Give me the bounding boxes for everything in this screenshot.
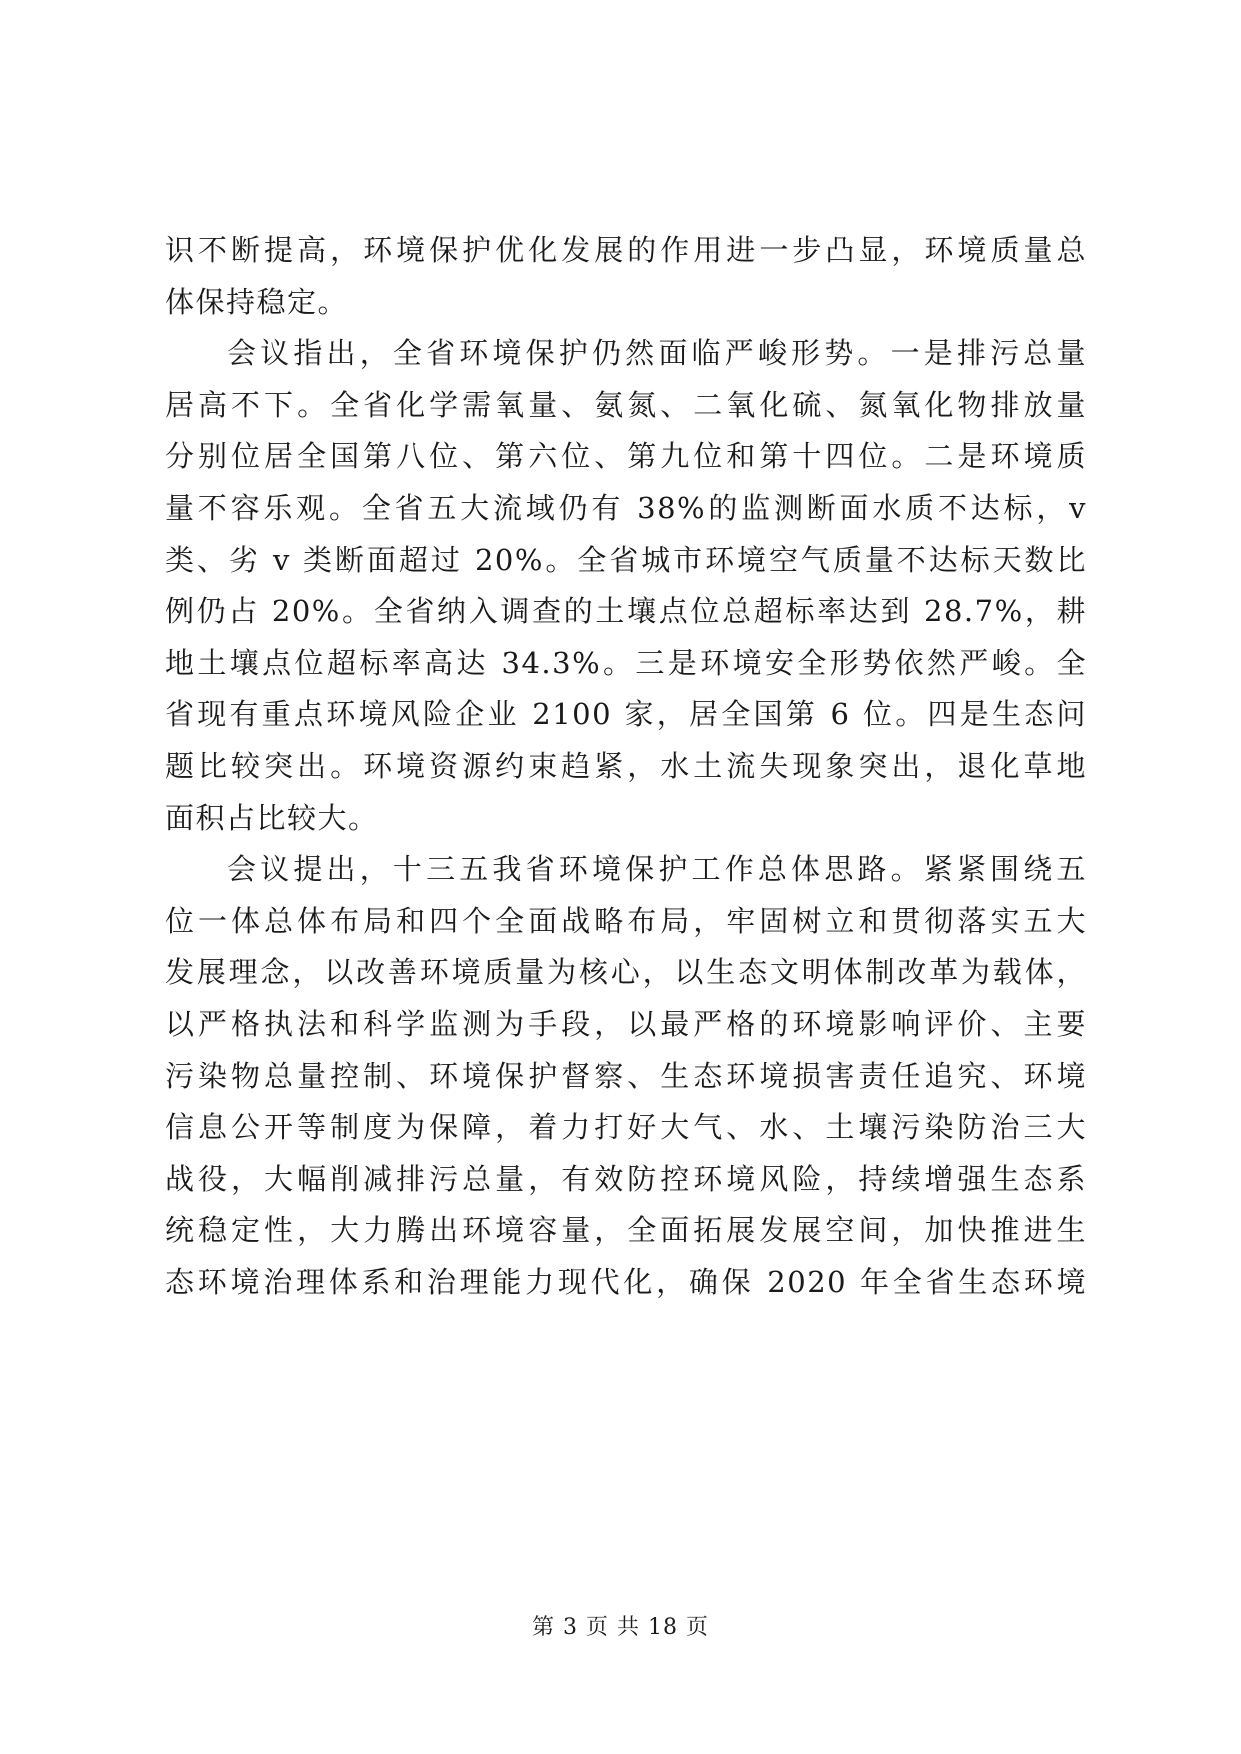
text-line: 量不容乐观。全省五大流域仍有 38%的监测断面水质不达标，v [165, 490, 1087, 525]
text-line: 识不断提高，环境保护优化发展的作用进一步凸显，环境质量总 [165, 233, 1087, 267]
text-line: 态环境治理体系和治理能力现代化，确保 2020 年全省生态环境 [165, 1264, 1087, 1299]
text-line: 例仍占 20%。全省纳入调查的土壤点位总超标率达到 28.7%，耕 [165, 594, 1087, 629]
text-line: 统稳定性，大力腾出环境容量，全面拓展发展空间，加快推进生 [165, 1213, 1087, 1248]
text-line: 省现有重点环境风险企业 2100 家，居全国第 6 位。四是生态问 [165, 697, 1087, 732]
text-line: 题比较突出。环境资源约束趋紧，水土流失现象突出，退化草地 [165, 748, 1087, 783]
text-line: 会议指出，全省环境保护仍然面临严峻形势。一是排污总量 [227, 336, 1087, 371]
text-line: 会议提出，十三五我省环境保护工作总体思路。紧紧围绕五 [227, 852, 1087, 887]
text-line: 位一体总体布局和四个全面战略布局，牢固树立和贯彻落实五大 [165, 903, 1087, 938]
text-line: 以严格执法和科学监测为手段，以最严格的环境影响评价、主要 [165, 1006, 1087, 1041]
text-line: 信息公开等制度为保障，着力打好大气、水、土壤污染防治三大 [165, 1110, 1087, 1145]
text-line: 居高不下。全省化学需氧量、氨氮、二氧化硫、氮氧化物排放量 [165, 387, 1087, 422]
text-line: 体保持稳定。 [165, 284, 349, 319]
text-line: 污染物总量控制、环境保护督察、生态环境损害责任追究、环境 [165, 1058, 1087, 1093]
text-line: 面积占比较大。 [165, 800, 379, 835]
document-body [165, 225, 1087, 1308]
text-line: 类、劣 v 类断面超过 20%。全省城市环境空气质量不达标天数比 [165, 542, 1087, 577]
text-line: 发展理念，以改善环境质量为核心，以生态文明体制改革为载体， [165, 955, 1087, 990]
text-line: 战役，大幅削减排污总量，有效防控环境风险，持续增强生态系 [165, 1161, 1087, 1196]
text-line: 地土壤点位超标率高达 34.3%。三是环境安全形势依然严峻。全 [165, 645, 1087, 680]
text-line: 分别位居全国第八位、第六位、第九位和第十四位。二是环境质 [165, 439, 1087, 474]
page-number-footer: 第 3 页 共 18 页 [532, 1615, 709, 1640]
